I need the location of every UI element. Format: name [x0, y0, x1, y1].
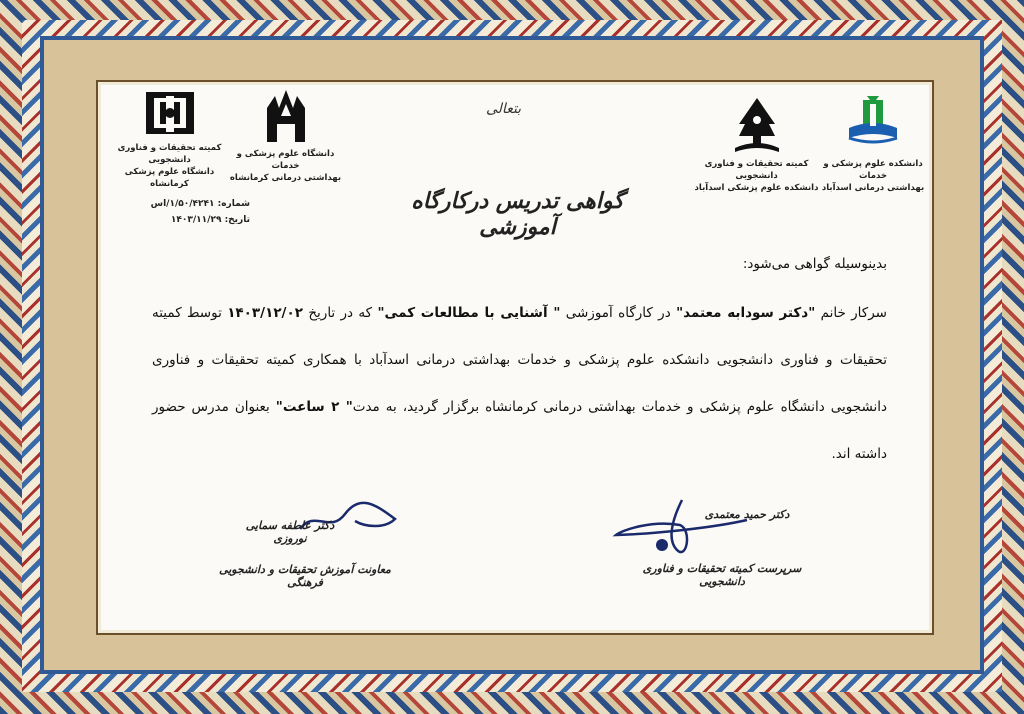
- logo-caption-line2: دانشکده علوم پزشکی اسدآباد: [694, 183, 819, 193]
- workshop-duration: " ۲ ساعت": [275, 399, 353, 415]
- logo-caption-line2: بهداشتی درمانی اسدآباد: [821, 183, 925, 193]
- asadabad-research-committee-logo-icon: [731, 96, 783, 154]
- signature-right-role: سرپرست کمیته تحقیقات و فناوری دانشجویی: [642, 562, 802, 588]
- signature-right: [612, 500, 822, 595]
- logo-caption-line2: بهداشتی درمانی کرمانشاه: [229, 173, 342, 183]
- logo-caption-line2: دانشگاه علوم پزشکی کرمانشاه: [124, 167, 215, 189]
- logo-kermanshah-university: [228, 86, 343, 184]
- logo-caption-line1: کمیته تحقیقات و فناوری دانشجویی: [704, 159, 809, 181]
- body-text-1: سرکار خانم: [815, 305, 887, 321]
- body-text-5: بعنوان مدرس حضور داشته اند.: [152, 399, 887, 462]
- signature-left: [200, 505, 410, 595]
- bismillah: بتعالی: [486, 101, 522, 117]
- signature-right-name: دکتر حمید معتمدی: [704, 508, 790, 521]
- logo-research-committee-asadabad: [694, 96, 819, 194]
- body-text-4: توسط کمیته تحقیقات و فناوری دانشجویی دانشکده علوم پزشکی و خدمات بهداشتی درمانی اسدآباد با همکاری کمیته تحقیقات و فناوری دانشجویی دانشگاه علوم پزشکی و خدمات بهداشتی درمانی کرمانشاه برگزار گردید، به مدت: [152, 305, 888, 415]
- signature-left-role: معاونت آموزش تحقیقات و دانشجویی فرهنگی: [219, 563, 391, 589]
- greeting: بدینوسیله گواهی می‌شود:: [742, 256, 887, 272]
- logo-caption-line1: دانشکده علوم پزشکی و خدمات: [823, 159, 923, 181]
- recipient-name: "دکتر سودابه معتمد": [676, 305, 816, 321]
- certificate-title: گواهی تدریس درکارگاه آموزشی: [411, 188, 624, 240]
- certificate-number: شماره: ۱/۵۰/۴۲۴۱/اس: [150, 199, 250, 209]
- certificate-meta: [150, 196, 250, 228]
- kermanshah-university-logo-icon: [261, 86, 311, 144]
- student-research-committee-kermanshah-logo-icon: [142, 88, 198, 138]
- workshop-date: ۱۴۰۳/۱۲/۰۲: [227, 305, 303, 321]
- workshop-title: " آشنایی با مطالعات کمی": [377, 305, 561, 321]
- logo-research-committee-kermanshah: [112, 88, 227, 190]
- body-text-3: که در تاریخ: [302, 305, 378, 321]
- body-text-2: در کارگاه آموزشی: [560, 305, 677, 321]
- logo-caption-line1: کمیته تحقیقات و فناوری دانشجویی: [117, 143, 222, 165]
- logo-asadabad-school: [818, 94, 928, 194]
- signature-left-name: دکتر عاطفه سمایی نوروزی: [245, 519, 335, 545]
- certificate-date: تاریخ: ۱۴۰۳/۱۱/۲۹: [170, 215, 250, 225]
- certificate-body: [152, 252, 887, 478]
- asadabad-school-logo-icon: [843, 94, 903, 154]
- logo-caption-line1: دانشگاه علوم پزشکی و خدمات: [236, 149, 335, 171]
- signature-right-scribble-icon: [612, 490, 752, 570]
